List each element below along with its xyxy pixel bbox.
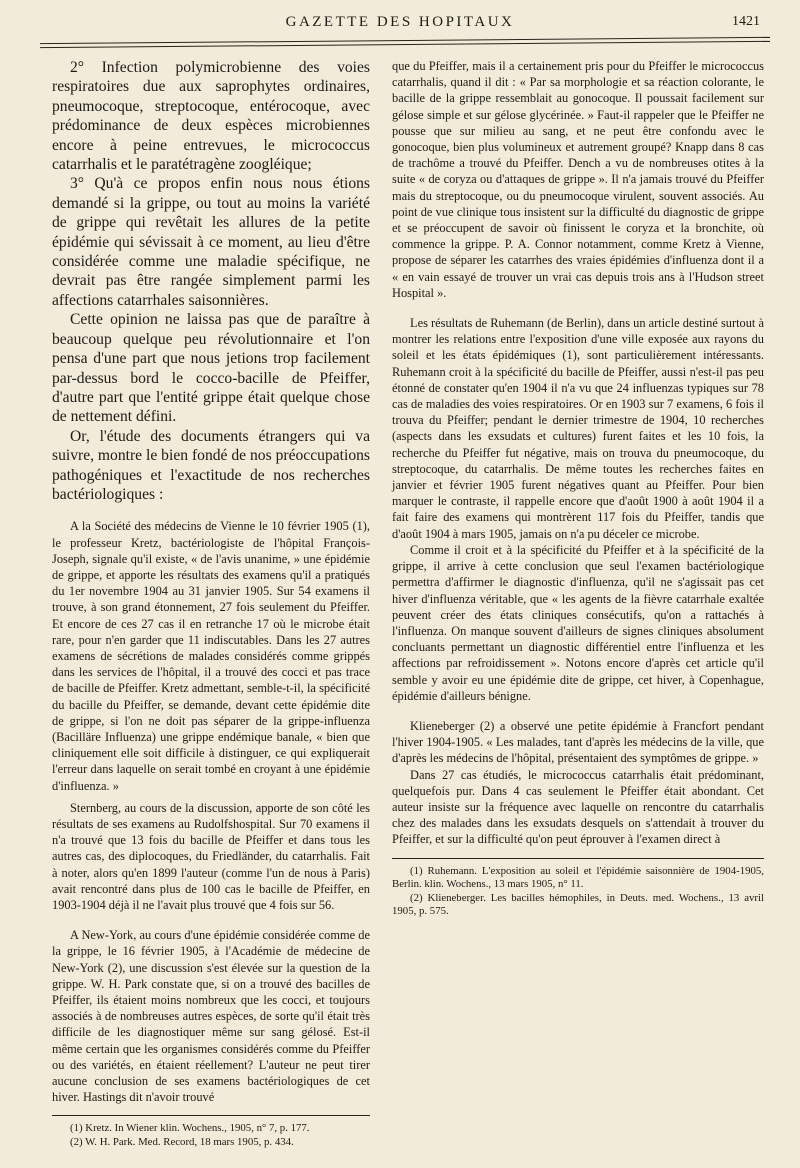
footnote: (2) Klieneberger. Les bacilles hémophiles, in Deuts. med. Wochens., 13 avril 1905, p. 575. [392, 891, 764, 918]
footnote: (1) Kretz. In Wiener klin. Wochens., 1905, n° 7, p. 177. [70, 1122, 310, 1135]
paragraph: que du Pfeiffer, mais il a certainement pris pour du Pfeiffer le micrococcus catarrhalis, quand il dit : « Par sa morphologie et sa réaction colorante, le bacille de la grippe ressemblait au gonocoque. Il poussait facilement sur gélose simple et sur gélose glycérinée. » Faut-il rappeler que le Pfeiffer ne pousse que sur milieu au sang, et ne peut être confondu avec le gonocoque, bien plus volumineux et autrement groupé? Knapp dans 8 cas de trachôme a trouvé du Pfeiffer. Dench a vu de nombreuses otites à la suite « de coryza ou d'attaques de grippe ». Il n'a jamais trouvé du Pfeiffer mais du streptocoque, ou du pneumocoque virulent, souvent associés. Au point de vue clinique tous insistent sur la difficulté du diagnostic de grippe et se préoccupent de savoir où finissent le coryza et la bronchite, où commence la grippe. P. A. Connor notamment, comme Kretz à Vienne, propose de séparer les catarrhes des vraies épidémies d'influenza dont il a « en vain essayé de trouver un vrai cas depuis trois ans à l'Hudson street Hospital ». [392, 59, 764, 300]
paragraph: Comme il croit et à la spécificité du Pfeiffer et à la spécificité de la grippe, il arrive à cette conclusion que seul l'examen bactériologique permettra d'affirmer le diagnostic d'influenza, qu'il ne s'agissait pas cet hiver d'influenza véritable, que « les agents de la fièvre catarrhale exaltée peuvent créer des états cliniques consécutifs, qu'on a rattachés à l'influenza. On manque souvent d'ailleurs de signes cliniques absolument concluants permettant un diagnostic différentiel entre l'influenza et les affections par refroidissement ». Notons encore d'après cet article qu'il semble y avoir eu une épidémie dite de grippe, cet hiver, à Copenhague, épidémie d'ailleurs bénigne. [392, 542, 764, 703]
paragraph: Les résultats de Ruhemann (de Berlin), dans un article destiné surtout à montrer les relations entre l'exposition d'une ville exposée aux rayons du soleil et les états épidémiques (1), sont particulièrement intéressants. Ruhemann croit à la spécificité du bacille de Pfeiffer, aussi n'est-il pas peu étonné de constater qu'en 1904 il n'a vu que 24 influenzas typiques sur 78 cas de maladies des voies respiratoires. Or en 1903 sur 7 examens, 6 fois il trouva du Pfeiffer; pendant le dernier trimestre de 1904, 10 recherches (aspects dans les exsudats et cultures) furent faites et les 10 fois, la recherche du Pfeiffer fut négative, mais on trouva du pneumocoque, du streptocoque, du catarrhalis. De même toutes les recherches faites en janvier et février 1905 furent négatives quant au Pfeiffer. Pour bien marquer le contraste, il rappelle encore que d'août 1900 à août 1904 il a fait faire des examens qui montrèrent 117 fois du Pfeiffer, tandis que d'août 1904 à mars 1905, jamais on n'a pu déceler ce microbe. [392, 316, 764, 541]
right-column [392, 58, 764, 919]
page-number: 1421 [732, 14, 760, 29]
paragraph: Klieneberger (2) a observé une petite épidémie à Francfort pendant l'hiver 1904-1905. « Les malades, tant d'après les médecins de la ville, que d'après les médecins de l'hôpital, présentaient des symptômes de grippe. » [392, 718, 764, 766]
paragraph: Or, l'étude des documents étrangers qui va suivre, montre le bien fondé de nos préoccupations pathogéniques et l'exactitude de nos recherches bactériologiques : [52, 427, 370, 503]
paragraph: 2° Infection polymicrobienne des voies respiratoires due aux saprophytes ordinaires, pneumocoque, streptocoque, entérocoque, avec prédominance de deux espèces microbiennes encore à peine entrevues, le micrococcus catarrhalis et le paratétragène zoogléique; [52, 59, 370, 174]
paragraph: Sternberg, au cours de la discussion, apporte de son côté les résultats de ses examens au Rudolfshospital. Sur 70 examens il n'a trouvé que 13 fois du bacille de Pfeiffer et dans tous les autres cas, des diplocoques, du Friedländer, du catarrhalis. Fait à noter, alors qu'en 1899 l'auteur (comme l'un de nous à Paris) avait rencontré dans plus de 100 cas le bacille de Pfeiffer, en 1903-1904 déjà il ne l'avait plus trouvé que 4 fois sur 56. [52, 800, 370, 913]
paragraph: A la Société des médecins de Vienne le 10 février 1905 (1), le professeur Kretz, bactériologiste de l'hôpital François-Joseph, signale qu'il existe, « de l'avis unanime, » une épidémie de grippe, et apporte les résultats des examens qu'il a pratiqués du 1er novembre 1904 au 31 janvier 1905. Sur 54 examens il trouve, à son grand étonnement, 27 fois seulement du Pfeiffer. Et encore de ces 27 cas il en retranche 17 où le microbe était rare, pour n'en garder que 11 indiscutables. Dans les 27 autres examens de sécrétions de malades considérés comme grippés dans les services de l'hôpital, il a trouvé des cocci et pas trace de bacille de Pfeiffer. Kretz admettant, semble-t-il, la spécificité du bacille du Pfeiffer, se demande, devant cette épidémie dite de grippe, si l'on ne doit pas séparer de la grippe-influenza (Bacilläre Influenza) une grippe endémique banale, « bien que cliniquement elle soit difficile à distinguer, ce qui expliquerait l'erreur dans laquelle on serait tombé en croyant à une épidémie d'influenza. » [52, 519, 370, 793]
paragraph: Dans 27 cas étudiés, le micrococcus catarrhalis était prédominant, quelquefois pur. Dans 4 cas seulement le Pfeiffer était abondant. Cet auteur insiste sur la fréquence avec laquelle on rencontre du catarrhalis chez des malades dans les exsudats desquels on s'attendait à trouver du Pfeiffer, et sur la difficulté qu'on peut éprouver à l'examen direct à [392, 767, 764, 847]
paragraph: A New-York, au cours d'une épidémie considérée comme de la grippe, le 16 février 1905, à l'Académie de médecine de New-York (2), une discussion s'est élevée sur la question de la grippe. W. H. Park constate que, si on a trouvé des bacilles de Pfeiffer, ils étaient moins nombreux que les cocci, et toujours associés à de nombreuses autres espèces, de sorte qu'il était très difficile de les diagnostiquer même sur sang gélosé. Est-il même certain que les organismes considérés comme du Pfeiffer ou des variétés, en étaient réellement? L'auteur ne peut tirer aucune conclusion de ses examens bactériologiques de cet hiver. Hastings dit n'avoir trouvé [52, 928, 370, 1105]
paragraph: 3° Qu'à ce propos enfin nous nous étions demandé si la grippe, ou tout au moins la variété de grippe qui revêtait les allures de la petite épidémie qui sévissait à ce moment, au lieu d'être considérée comme une maladie spécifique, ne devrait pas être rangée simplement parmi les affections catarrhales saisonnières. [52, 175, 370, 309]
footnote-rule [392, 858, 764, 859]
paragraph: Cette opinion ne laissa pas que de paraître à beaucoup quelque peu révolutionnaire et l'on pensa d'une part que nous jetions trop facilement par-dessus bord le cocco-bacille de Pfeiffer, d'autre part que l'entité grippe était quelque chose de nettement défini. [52, 311, 370, 426]
footnote: (1) Ruhemann. L'exposition au soleil et l'épidémie saisonnière de 1904-1905, Berlin. klin. Wochens., 13 mars 1905, n° 11. [392, 864, 764, 891]
footnote-rule [52, 1115, 370, 1116]
footnote: (2) W. H. Park. Med. Record, 18 mars 1905, p. 434. [70, 1136, 294, 1149]
running-title: GAZETTE DES HOPITAUX [285, 14, 515, 30]
left-column [52, 58, 370, 1150]
